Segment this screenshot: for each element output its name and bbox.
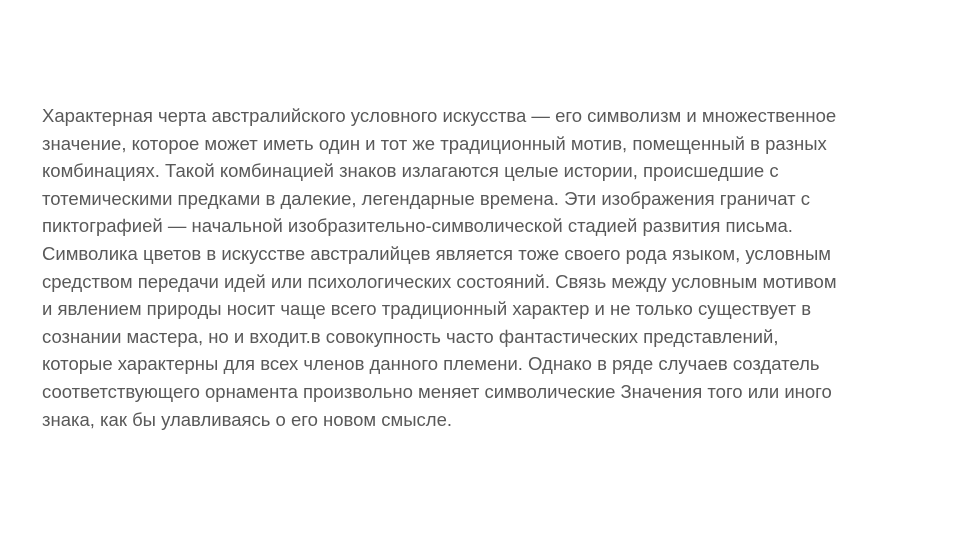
text-line: сознании мастера, но и входит.в совокупность часто фантастических представлений, — [42, 325, 779, 347]
text-line: средством передачи идей или психологических состояний. Связь между условным мотивом — [42, 270, 837, 292]
text-line: значение, которое может иметь один и тот же традиционный мотив, помещенный в разных — [42, 132, 827, 154]
text-line: соответствующего орнамента произвольно меняет символические Значения того или иного — [42, 380, 832, 402]
text-line: Символика цветов в искусстве австралийцев является тоже своего рода языком, условным — [42, 242, 831, 264]
text-line: знака, как бы улавливаясь о его новом смысле. — [42, 408, 453, 430]
text-line: которые характерны для всех членов данного племени. Однако в ряде случаев создатель — [42, 353, 820, 375]
text-line: пиктографией — начальной изобразительно-символической стадией развития письма. — [42, 215, 793, 237]
text-line: тотемическими предками в далекие, легендарные времена. Эти изображения граничат с — [42, 187, 811, 209]
text-line: и явлением природы носит чаще всего традиционный характер и не только существует в — [42, 298, 812, 320]
text-line: Характерная черта австралийского условного искусства — его символизм и множественное — [42, 105, 837, 126]
body-paragraph — [42, 102, 932, 433]
text-line: комбинациях. Такой комбинацией знаков излагаются целые истории, происшедшие с — [42, 160, 779, 182]
